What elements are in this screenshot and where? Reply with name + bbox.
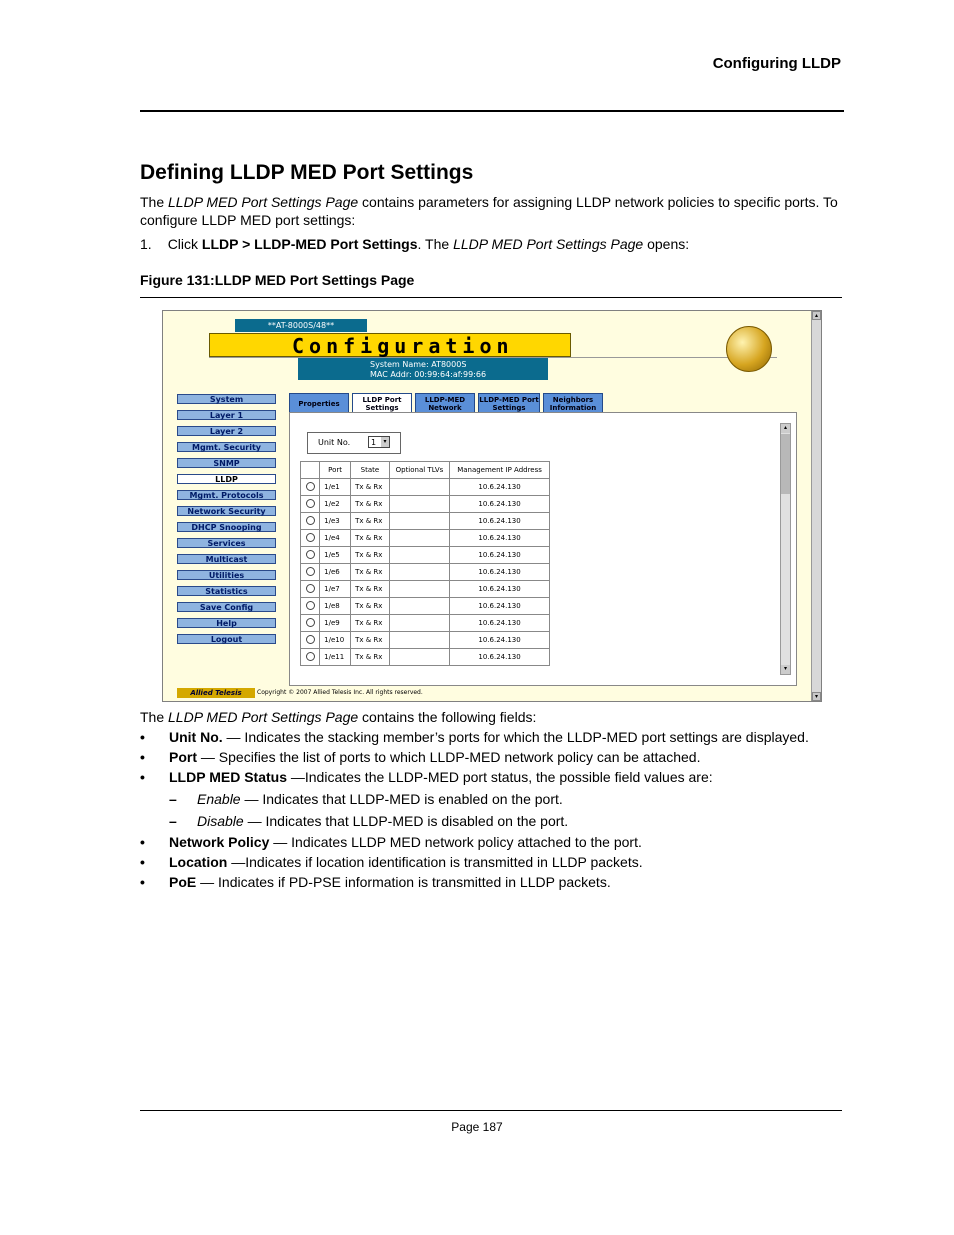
port-cell: 1/e7 xyxy=(320,581,351,598)
state-cell: Tx & Rx xyxy=(351,513,390,530)
list-item xyxy=(140,833,643,853)
scroll-down-icon[interactable]: ▾ xyxy=(812,692,821,701)
list-item xyxy=(140,853,643,873)
menu-item-network-security[interactable]: Network Security xyxy=(177,506,276,516)
port-radio[interactable] xyxy=(306,635,315,644)
tab-label: Settings xyxy=(492,404,526,412)
state-cell: Tx & Rx xyxy=(351,581,390,598)
radio-cell xyxy=(301,615,320,632)
field-term: Disable xyxy=(197,813,244,829)
field-desc: — Indicates if PD-PSE information is transmitted in LLDP packets. xyxy=(196,874,611,890)
radio-cell xyxy=(301,581,320,598)
state-cell: Tx & Rx xyxy=(351,649,390,666)
field-desc: — Specifies the list of ports to which LLDP-MED network policy can be attached. xyxy=(197,749,701,765)
scroll-up-icon[interactable]: ▴ xyxy=(781,424,790,433)
tlvs-cell xyxy=(389,496,449,513)
tlvs-cell xyxy=(389,479,449,496)
port-radio[interactable] xyxy=(306,516,315,525)
bullet-icon: • xyxy=(140,769,145,785)
port-radio[interactable] xyxy=(306,567,315,576)
unit-label: Unit No. xyxy=(318,438,351,447)
tab-neighbors-information[interactable] xyxy=(543,393,603,413)
ip-cell: 10.6.24.130 xyxy=(450,649,550,666)
table-row xyxy=(301,598,550,615)
field-desc: — Indicates the stacking member’s ports for which the LLDP-MED port settings are displayed. xyxy=(222,729,809,745)
menu-item-multicast[interactable]: Multicast xyxy=(177,554,276,564)
field-list-continued xyxy=(140,833,643,893)
unit-select[interactable]: 1 ▾ xyxy=(368,436,390,448)
tlvs-cell xyxy=(389,598,449,615)
column-header: State xyxy=(351,462,390,479)
port-cell: 1/e1 xyxy=(320,479,351,496)
table-row xyxy=(301,530,550,547)
tab-lldp-med-network-policy[interactable] xyxy=(415,393,475,413)
tlvs-cell xyxy=(389,632,449,649)
table-row xyxy=(301,649,550,666)
field-term: LLDP MED Status xyxy=(169,769,287,785)
tab-label: Properties xyxy=(298,400,340,408)
port-cell: 1/e9 xyxy=(320,615,351,632)
tab-label: LLDP Port xyxy=(362,396,402,404)
port-radio[interactable] xyxy=(306,550,315,559)
field-term: Location xyxy=(169,854,228,870)
field-term: Port xyxy=(169,749,197,765)
footer-rule xyxy=(140,1110,842,1111)
ip-cell: 10.6.24.130 xyxy=(450,564,550,581)
header-rule xyxy=(140,110,844,112)
port-radio[interactable] xyxy=(306,499,315,508)
tlvs-cell xyxy=(389,649,449,666)
ip-cell: 10.6.24.130 xyxy=(450,632,550,649)
state-cell: Tx & Rx xyxy=(351,530,390,547)
globe-icon xyxy=(726,326,772,372)
ip-cell: 10.6.24.130 xyxy=(450,615,550,632)
allied-telesis-logo: Allied Telesis xyxy=(177,688,255,698)
table-row xyxy=(301,632,550,649)
menu-item-mgmt-protocols[interactable]: Mgmt. Protocols xyxy=(177,490,276,500)
table-row xyxy=(301,496,550,513)
field-term: Unit No. xyxy=(169,729,223,745)
field-term: PoE xyxy=(169,874,197,890)
radio-cell xyxy=(301,496,320,513)
menu-item-save-config[interactable]: Save Config xyxy=(177,602,276,612)
list-item xyxy=(140,768,809,788)
fields-intro: The LLDP MED Port Settings Page contains the following fields: xyxy=(140,709,537,725)
field-desc: —Indicates if location identification is transmitted in LLDP packets. xyxy=(227,854,643,870)
step-1: 1. Click LLDP > LLDP-MED Port Settings. The LLDP MED Port Settings Page opens: xyxy=(140,236,690,252)
intro-paragraph: The LLDP MED Port Settings Page contains parameters for assigning LLDP network policies to specific ports. To configure LLDP MED port settings: xyxy=(140,194,838,228)
column-header: Optional TLVs xyxy=(389,462,449,479)
copyright-text: Copyright © 2007 Allied Telesis Inc. All rights reserved. xyxy=(257,689,423,696)
ip-cell: 10.6.24.130 xyxy=(450,479,550,496)
port-radio[interactable] xyxy=(306,533,315,542)
port-cell: 1/e11 xyxy=(320,649,351,666)
port-radio[interactable] xyxy=(306,601,315,610)
port-cell: 1/e10 xyxy=(320,632,351,649)
figure-rule xyxy=(140,297,842,298)
mac-address: MAC Addr: 00:99:64:af:99:66 xyxy=(370,370,487,379)
port-cell: 1/e4 xyxy=(320,530,351,547)
page-title: Defining LLDP MED Port Settings xyxy=(140,161,474,184)
radio-cell xyxy=(301,632,320,649)
port-cell: 1/e2 xyxy=(320,496,351,513)
ip-cell: 10.6.24.130 xyxy=(450,581,550,598)
ip-cell: 10.6.24.130 xyxy=(450,496,550,513)
column-header: Port xyxy=(320,462,351,479)
scroll-up-icon[interactable]: ▴ xyxy=(812,311,821,320)
state-cell: Tx & Rx xyxy=(351,547,390,564)
menu-item-layer-1[interactable]: Layer 1 xyxy=(177,410,276,420)
radio-cell xyxy=(301,547,320,564)
dash-icon: – xyxy=(169,791,177,807)
menu-item-layer-2[interactable]: Layer 2 xyxy=(177,426,276,436)
radio-cell xyxy=(301,598,320,615)
configuration-banner: Configuration xyxy=(209,333,571,357)
column-header: Management IP Address xyxy=(450,462,550,479)
radio-cell xyxy=(301,479,320,496)
field-term: Network Policy xyxy=(169,834,270,850)
sub-item-text xyxy=(197,813,568,829)
field-desc: —Indicates the LLDP-MED port status, the possible field values are: xyxy=(286,769,713,785)
field-list xyxy=(140,728,809,788)
ip-cell: 10.6.24.130 xyxy=(450,513,550,530)
state-cell: Tx & Rx xyxy=(351,564,390,581)
bullet-icon: • xyxy=(140,749,145,765)
tab-label: Settings xyxy=(365,404,399,412)
state-cell: Tx & Rx xyxy=(351,632,390,649)
tab-label: Information xyxy=(549,404,597,412)
menu-item-mgmt-security[interactable]: Mgmt. Security xyxy=(177,442,276,452)
system-info-box xyxy=(298,358,548,380)
tab-label: Network xyxy=(428,404,462,412)
dash-icon: – xyxy=(169,813,177,829)
bullet-icon: • xyxy=(140,874,145,890)
port-cell: 1/e3 xyxy=(320,513,351,530)
tab-lldp-med-port-settings[interactable] xyxy=(478,393,540,413)
table-row xyxy=(301,513,550,530)
port-table xyxy=(300,461,550,666)
running-header: Configuring LLDP xyxy=(712,55,841,72)
table-row xyxy=(301,564,550,581)
port-radio[interactable] xyxy=(306,652,315,661)
tlvs-cell xyxy=(389,547,449,564)
port-radio[interactable] xyxy=(306,482,315,491)
port-radio[interactable] xyxy=(306,584,315,593)
menu-item-services[interactable]: Services xyxy=(177,538,276,548)
menu-item-statistics[interactable]: Statistics xyxy=(177,586,276,596)
field-desc: — Indicates that LLDP-MED is enabled on the port. xyxy=(240,791,563,807)
tlvs-cell xyxy=(389,564,449,581)
tlvs-cell xyxy=(389,530,449,547)
page-number: Page 187 xyxy=(451,1120,503,1134)
tab-label: LLDP-MED Port xyxy=(479,396,539,404)
radio-cell xyxy=(301,530,320,547)
list-item xyxy=(140,748,809,768)
menu-item-lldp[interactable]: LLDP xyxy=(177,474,276,484)
tlvs-cell xyxy=(389,513,449,530)
bullet-icon: • xyxy=(140,834,145,850)
port-cell: 1/e5 xyxy=(320,547,351,564)
figure-caption: Figure 131:LLDP MED Port Settings Page xyxy=(140,272,415,288)
ip-cell: 10.6.24.130 xyxy=(450,598,550,615)
state-cell: Tx & Rx xyxy=(351,479,390,496)
scroll-down-icon[interactable]: ▾ xyxy=(781,665,790,674)
model-tab: **AT-8000S/48** xyxy=(235,319,367,332)
table-row xyxy=(301,615,550,632)
bullet-icon: • xyxy=(140,854,145,870)
field-term: Enable xyxy=(197,791,241,807)
lldp-med-screenshot xyxy=(162,310,822,702)
list-item xyxy=(140,728,809,748)
ip-cell: 10.6.24.130 xyxy=(450,547,550,564)
state-cell: Tx & Rx xyxy=(351,598,390,615)
tlvs-cell xyxy=(389,581,449,598)
table-row xyxy=(301,547,550,564)
state-cell: Tx & Rx xyxy=(351,496,390,513)
field-desc: — Indicates that LLDP-MED is disabled on the port. xyxy=(243,813,569,829)
scroll-thumb[interactable] xyxy=(781,434,790,494)
unit-selector xyxy=(307,432,401,454)
menu-item-snmp[interactable]: SNMP xyxy=(177,458,276,468)
port-cell: 1/e8 xyxy=(320,598,351,615)
bullet-icon: • xyxy=(140,729,145,745)
ip-cell: 10.6.24.130 xyxy=(450,530,550,547)
content-panel xyxy=(289,412,797,686)
table-row xyxy=(301,479,550,496)
menu-item-system[interactable]: System xyxy=(177,394,276,404)
port-cell: 1/e6 xyxy=(320,564,351,581)
tab-label: LLDP-MED xyxy=(424,396,466,404)
tab-properties[interactable] xyxy=(289,393,349,413)
column-header xyxy=(301,462,320,479)
table-scrollbar[interactable] xyxy=(780,423,791,675)
menu-item-help[interactable]: Help xyxy=(177,618,276,628)
menu-item-logout[interactable]: Logout xyxy=(177,634,276,644)
tab-label: Neighbors xyxy=(552,396,594,404)
radio-cell xyxy=(301,513,320,530)
field-desc: — Indicates LLDP MED network policy attached to the port. xyxy=(269,834,642,850)
sub-item-text xyxy=(197,791,563,807)
window-scrollbar[interactable] xyxy=(811,311,821,701)
menu-item-utilities[interactable]: Utilities xyxy=(177,570,276,580)
chevron-down-icon: ▾ xyxy=(381,437,389,447)
table-row xyxy=(301,581,550,598)
radio-cell xyxy=(301,649,320,666)
state-cell: Tx & Rx xyxy=(351,615,390,632)
port-radio[interactable] xyxy=(306,618,315,627)
radio-cell xyxy=(301,564,320,581)
menu-item-dhcp-snooping[interactable]: DHCP Snooping xyxy=(177,522,276,532)
tlvs-cell xyxy=(389,615,449,632)
system-name: System Name: AT8000S xyxy=(370,360,467,369)
list-item xyxy=(140,873,643,893)
